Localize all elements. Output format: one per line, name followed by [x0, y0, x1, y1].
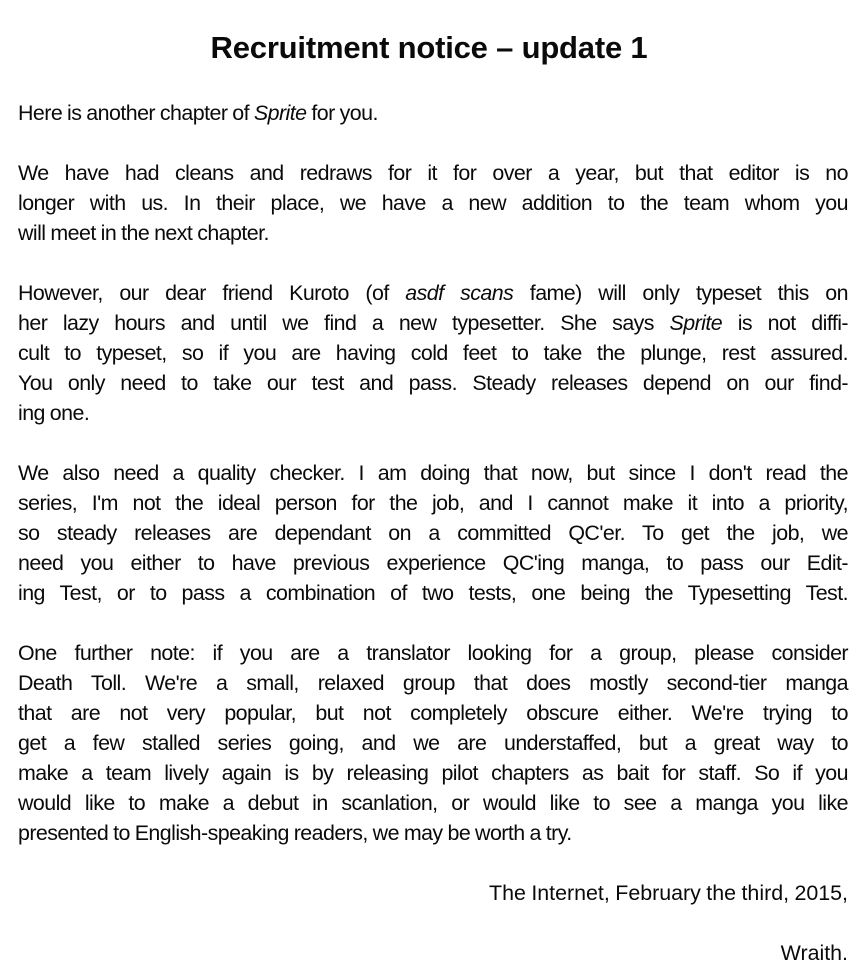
paragraph: [18, 638, 848, 848]
paragraph-gap: [18, 428, 848, 458]
text-segment: is not diffi-: [722, 311, 848, 335]
text-segment: fame) will only typeset this on: [513, 281, 849, 305]
text-segment: We also need a quality checker. I am doing that now, but since I don't read the: [18, 461, 848, 485]
text-segment: her lazy hours and until we find a new typesetter. She says: [18, 311, 670, 335]
text-segment: get a few stalled series going, and we are understaffed, but a great way to: [18, 731, 848, 755]
text-line: [18, 308, 848, 338]
text-segment: that are not very popular, but not completely obscure either. We're trying to: [18, 701, 848, 725]
italic-title-text: asdf scans: [405, 281, 514, 305]
text-segment: presented to English-speaking readers, we may be worth a try.: [18, 821, 572, 845]
text-segment: However, our dear friend Kuroto (of: [18, 281, 406, 305]
italic-title-text: Sprite: [669, 311, 723, 335]
text-line: [18, 518, 848, 548]
paragraph-gap: [18, 848, 848, 878]
text-line: [18, 368, 848, 398]
text-segment: will meet in the next chapter.: [18, 221, 269, 245]
text-line: [18, 158, 848, 188]
text-segment: cult to typeset, so if you are having cold feet to take the plunge, rest assured.: [18, 341, 848, 365]
text-line: [18, 668, 848, 698]
text-segment: would like to make a debut in scanlation, or would like to see a manga you like: [18, 791, 848, 815]
text-segment: We have had cleans and redraws for it for over a year, but that editor is no: [18, 161, 848, 185]
text-segment: make a team lively again is by releasing pilot chapters as bait for staff. So if you: [18, 761, 848, 785]
document-body: [18, 98, 848, 968]
paragraph: [18, 278, 848, 428]
text-line: [18, 638, 848, 668]
text-line: [18, 728, 848, 758]
text-line: [18, 278, 848, 308]
paragraph: [18, 158, 848, 248]
text-line: [18, 548, 848, 578]
text-segment: ing one.: [18, 401, 90, 425]
italic-title-text: Sprite: [253, 101, 307, 125]
text-line: [18, 818, 848, 848]
text-segment: series, I'm not the ideal person for the job, and I cannot make it into a priority,: [18, 491, 848, 515]
text-segment: longer with us. In their place, we have a new addition to the team whom you: [18, 191, 848, 215]
text-segment: ing Test, or to pass a combination of two tests, one being the Typesetting Test.: [18, 581, 848, 605]
signature-place-date: The Internet, February the third, 2015,: [489, 881, 848, 905]
signature-author: Wraith.: [780, 941, 848, 965]
text-segment: Here is another chapter of: [18, 101, 254, 125]
paragraph-gap: [18, 128, 848, 158]
text-segment: One further note: if you are a translator looking for a group, please consider: [18, 641, 848, 665]
text-segment: for you.: [306, 101, 378, 125]
paragraph-gap: [18, 608, 848, 638]
text-line: [18, 338, 848, 368]
text-line: [18, 218, 848, 248]
text-line: [18, 578, 848, 608]
paragraph: [18, 458, 848, 608]
text-line: [18, 398, 848, 428]
text-line: [18, 788, 848, 818]
text-line: [18, 188, 848, 218]
text-line: [18, 98, 848, 128]
text-line: [18, 698, 848, 728]
text-segment: so steady releases are dependant on a committed QC'er. To get the job, we: [18, 521, 848, 545]
paragraph-gap: [18, 908, 848, 938]
text-line: [18, 488, 848, 518]
page-title: Recruitment notice – update 1: [210, 30, 648, 65]
text-segment: You only need to take our test and pass. Steady releases depend on our find-: [18, 371, 848, 395]
paragraph-gap: [18, 248, 848, 278]
text-segment: Death Toll. We're a small, relaxed group that does mostly second-tier manga: [18, 671, 848, 695]
text-line: [18, 458, 848, 488]
text-line: [18, 758, 848, 788]
paragraph: [18, 98, 848, 128]
text-segment: need you either to have previous experience QC'ing manga, to pass our Edit-: [18, 551, 848, 575]
